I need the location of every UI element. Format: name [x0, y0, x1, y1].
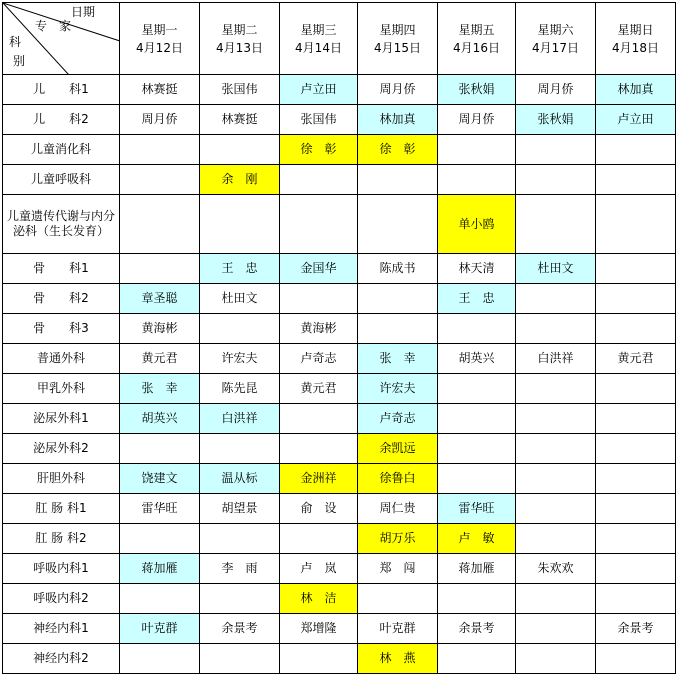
doctor-cell: 叶克群 — [120, 614, 200, 644]
schedule-row — [3, 584, 676, 614]
date-label: 4月18日 — [612, 40, 659, 55]
department-label: 儿 科1 — [3, 75, 120, 105]
doctor-cell — [200, 524, 280, 554]
doctor-cell — [596, 284, 676, 314]
doctor-cell — [200, 195, 280, 254]
doctor-cell — [438, 434, 516, 464]
doctor-cell — [596, 644, 676, 674]
doctor-cell: 蒋加雁 — [438, 554, 516, 584]
day-header-3 — [280, 3, 358, 75]
doctor-cell — [596, 584, 676, 614]
doctor-cell: 许宏夫 — [358, 374, 438, 404]
doctor-cell — [438, 374, 516, 404]
doctor-cell — [120, 524, 200, 554]
doctor-cell — [280, 434, 358, 464]
doctor-cell: 周月侨 — [120, 105, 200, 135]
department-label: 骨 科2 — [3, 284, 120, 314]
schedule-row — [3, 374, 676, 404]
doctor-cell: 金洲祥 — [280, 464, 358, 494]
department-label: 肛 肠 科1 — [3, 494, 120, 524]
doctor-cell: 张 幸 — [120, 374, 200, 404]
doctor-cell: 余 刚 — [200, 165, 280, 195]
doctor-cell: 雷华旺 — [120, 494, 200, 524]
schedule-row — [3, 614, 676, 644]
corner-date-label: 日期 — [71, 5, 96, 19]
doctor-cell: 蒋加雁 — [120, 554, 200, 584]
doctor-cell: 张 幸 — [358, 344, 438, 374]
doctor-cell: 周月侨 — [516, 75, 596, 105]
day-header-5 — [438, 3, 516, 75]
doctor-cell: 张国伟 — [200, 75, 280, 105]
doctor-cell — [596, 254, 676, 284]
doctor-cell — [280, 284, 358, 314]
doctor-cell: 胡英兴 — [438, 344, 516, 374]
doctor-cell: 饶建文 — [120, 464, 200, 494]
schedule-row — [3, 105, 676, 135]
doctor-cell — [358, 165, 438, 195]
schedule-row — [3, 284, 676, 314]
doctor-cell — [438, 644, 516, 674]
doctor-cell — [516, 284, 596, 314]
doctor-cell: 温从标 — [200, 464, 280, 494]
department-label: 普通外科 — [3, 344, 120, 374]
doctor-cell: 叶克群 — [358, 614, 438, 644]
doctor-cell: 林赛挺 — [200, 105, 280, 135]
doctor-cell: 余景考 — [438, 614, 516, 644]
doctor-cell: 周月侨 — [358, 75, 438, 105]
department-label: 泌尿外科2 — [3, 434, 120, 464]
doctor-cell — [438, 135, 516, 165]
doctor-cell: 徐 彰 — [280, 135, 358, 165]
doctor-cell — [516, 464, 596, 494]
doctor-cell — [596, 135, 676, 165]
doctor-cell — [200, 135, 280, 165]
date-label: 4月16日 — [453, 40, 500, 55]
doctor-cell — [120, 434, 200, 464]
department-label: 儿童消化科 — [3, 135, 120, 165]
schedule-row — [3, 524, 676, 554]
doctor-cell — [516, 584, 596, 614]
department-label: 甲乳外科 — [3, 374, 120, 404]
doctor-cell: 单小鸥 — [438, 195, 516, 254]
doctor-cell — [120, 165, 200, 195]
doctor-cell — [596, 374, 676, 404]
doctor-cell: 卢奇志 — [280, 344, 358, 374]
doctor-cell — [596, 554, 676, 584]
doctor-cell: 张秋娟 — [438, 75, 516, 105]
schedule-row — [3, 75, 676, 105]
doctor-cell: 朱欢欢 — [516, 554, 596, 584]
doctor-cell: 许宏夫 — [200, 344, 280, 374]
department-label: 肝胆外科 — [3, 464, 120, 494]
doctor-cell: 李 雨 — [200, 554, 280, 584]
doctor-cell: 俞 设 — [280, 494, 358, 524]
department-label: 儿童呼吸科 — [3, 165, 120, 195]
header-row — [3, 3, 676, 75]
doctor-cell — [596, 314, 676, 344]
doctor-cell — [358, 584, 438, 614]
doctor-cell: 林 洁 — [280, 584, 358, 614]
doctor-cell: 卢立田 — [280, 75, 358, 105]
doctor-cell: 林加真 — [358, 105, 438, 135]
doctor-cell: 张秋娟 — [516, 105, 596, 135]
doctor-cell: 周仁贵 — [358, 494, 438, 524]
doctor-cell: 白洪祥 — [200, 404, 280, 434]
doctor-cell — [516, 314, 596, 344]
schedule-row — [3, 464, 676, 494]
doctor-cell: 黄海彬 — [120, 314, 200, 344]
weekday-label: 星期四 — [379, 22, 416, 37]
doctor-cell: 白洪祥 — [516, 344, 596, 374]
doctor-cell: 卢奇志 — [358, 404, 438, 434]
department-label: 骨 科3 — [3, 314, 120, 344]
doctor-cell — [280, 524, 358, 554]
schedule-row — [3, 404, 676, 434]
doctor-cell: 郑增隆 — [280, 614, 358, 644]
weekday-label: 星期三 — [300, 22, 337, 37]
doctor-cell: 张国伟 — [280, 105, 358, 135]
doctor-cell — [516, 374, 596, 404]
doctor-cell: 章圣聪 — [120, 284, 200, 314]
schedule-row — [3, 494, 676, 524]
schedule-row — [3, 254, 676, 284]
doctor-cell — [200, 644, 280, 674]
doctor-cell — [516, 165, 596, 195]
doctor-cell — [596, 404, 676, 434]
doctor-cell: 徐鲁白 — [358, 464, 438, 494]
corner-expert-label: 专 家 — [35, 19, 72, 33]
doctor-cell: 金国华 — [280, 254, 358, 284]
doctor-cell — [120, 254, 200, 284]
department-label: 儿 科2 — [3, 105, 120, 135]
day-header-6 — [516, 3, 596, 75]
schedule-row — [3, 644, 676, 674]
weekday-label: 星期一 — [141, 22, 178, 37]
doctor-cell: 林赛挺 — [120, 75, 200, 105]
doctor-cell: 林天清 — [438, 254, 516, 284]
doctor-cell — [280, 195, 358, 254]
doctor-cell — [516, 434, 596, 464]
doctor-cell — [516, 524, 596, 554]
doctor-cell: 黄海彬 — [280, 314, 358, 344]
doctor-cell: 林 燕 — [358, 644, 438, 674]
doctor-cell: 黄元君 — [120, 344, 200, 374]
doctor-cell: 卢 岚 — [280, 554, 358, 584]
doctor-cell: 雷华旺 — [438, 494, 516, 524]
doctor-cell — [516, 494, 596, 524]
department-label: 呼吸内科1 — [3, 554, 120, 584]
doctor-cell: 周月侨 — [438, 105, 516, 135]
doctor-cell — [596, 494, 676, 524]
day-header-1 — [120, 3, 200, 75]
weekday-label: 星期日 — [617, 22, 654, 37]
corner-dept-label-2: 别 — [13, 54, 26, 68]
doctor-cell — [516, 195, 596, 254]
doctor-cell: 卢立田 — [596, 105, 676, 135]
doctor-cell — [438, 165, 516, 195]
doctor-cell: 黄元君 — [596, 344, 676, 374]
doctor-cell: 郑 闯 — [358, 554, 438, 584]
department-label: 呼吸内科2 — [3, 584, 120, 614]
date-label: 4月13日 — [216, 40, 263, 55]
doctor-cell: 余景考 — [200, 614, 280, 644]
doctor-cell: 杜田文 — [516, 254, 596, 284]
schedule-row — [3, 195, 676, 254]
doctor-cell — [596, 434, 676, 464]
doctor-cell — [438, 314, 516, 344]
doctor-cell: 林加真 — [596, 75, 676, 105]
doctor-cell — [358, 195, 438, 254]
schedule-row — [3, 135, 676, 165]
doctor-cell — [120, 195, 200, 254]
doctor-cell: 王 忠 — [438, 284, 516, 314]
doctor-cell — [358, 284, 438, 314]
doctor-cell: 黄元君 — [280, 374, 358, 404]
doctor-cell: 胡望景 — [200, 494, 280, 524]
doctor-cell — [200, 584, 280, 614]
doctor-cell: 杜田文 — [200, 284, 280, 314]
doctor-cell: 陈成书 — [358, 254, 438, 284]
schedule-row — [3, 434, 676, 464]
doctor-cell — [438, 584, 516, 614]
corner-dept-label-1: 科 — [9, 35, 22, 49]
department-label: 骨 科1 — [3, 254, 120, 284]
department-label: 泌尿外科1 — [3, 404, 120, 434]
department-label: 肛 肠 科2 — [3, 524, 120, 554]
schedule-row — [3, 344, 676, 374]
date-label: 4月17日 — [532, 40, 579, 55]
day-header-7 — [596, 3, 676, 75]
weekday-label: 星期五 — [458, 22, 495, 37]
doctor-cell — [516, 614, 596, 644]
department-label: 神经内科1 — [3, 614, 120, 644]
day-header-2 — [200, 3, 280, 75]
doctor-cell — [596, 524, 676, 554]
doctor-cell: 胡英兴 — [120, 404, 200, 434]
doctor-cell — [438, 404, 516, 434]
doctor-cell: 陈先昆 — [200, 374, 280, 404]
doctor-cell — [120, 644, 200, 674]
doctor-cell: 余景考 — [596, 614, 676, 644]
schedule-table — [2, 2, 676, 674]
date-label: 4月12日 — [136, 40, 183, 55]
date-label: 4月14日 — [295, 40, 342, 55]
department-label: 儿童遗传代谢与内分泌科（生长发育） — [3, 195, 120, 254]
doctor-cell — [280, 404, 358, 434]
doctor-cell — [516, 135, 596, 165]
department-label: 神经内科2 — [3, 644, 120, 674]
doctor-cell — [596, 195, 676, 254]
day-header-4 — [358, 3, 438, 75]
schedule-row — [3, 314, 676, 344]
doctor-cell: 王 忠 — [200, 254, 280, 284]
doctor-cell — [120, 135, 200, 165]
date-label: 4月15日 — [374, 40, 421, 55]
doctor-cell — [596, 464, 676, 494]
doctor-cell: 卢 敏 — [438, 524, 516, 554]
schedule-row — [3, 554, 676, 584]
doctor-cell — [358, 314, 438, 344]
schedule-row — [3, 165, 676, 195]
doctor-cell — [280, 165, 358, 195]
weekday-label: 星期二 — [221, 22, 258, 37]
doctor-cell — [120, 584, 200, 614]
doctor-cell: 余凯远 — [358, 434, 438, 464]
doctor-cell — [200, 314, 280, 344]
doctor-cell: 胡万乐 — [358, 524, 438, 554]
corner-header — [3, 3, 120, 75]
doctor-cell — [516, 644, 596, 674]
doctor-cell — [596, 165, 676, 195]
doctor-cell — [516, 404, 596, 434]
doctor-cell — [200, 434, 280, 464]
doctor-cell — [438, 464, 516, 494]
weekday-label: 星期六 — [537, 22, 574, 37]
doctor-cell — [280, 644, 358, 674]
doctor-cell: 徐 彰 — [358, 135, 438, 165]
